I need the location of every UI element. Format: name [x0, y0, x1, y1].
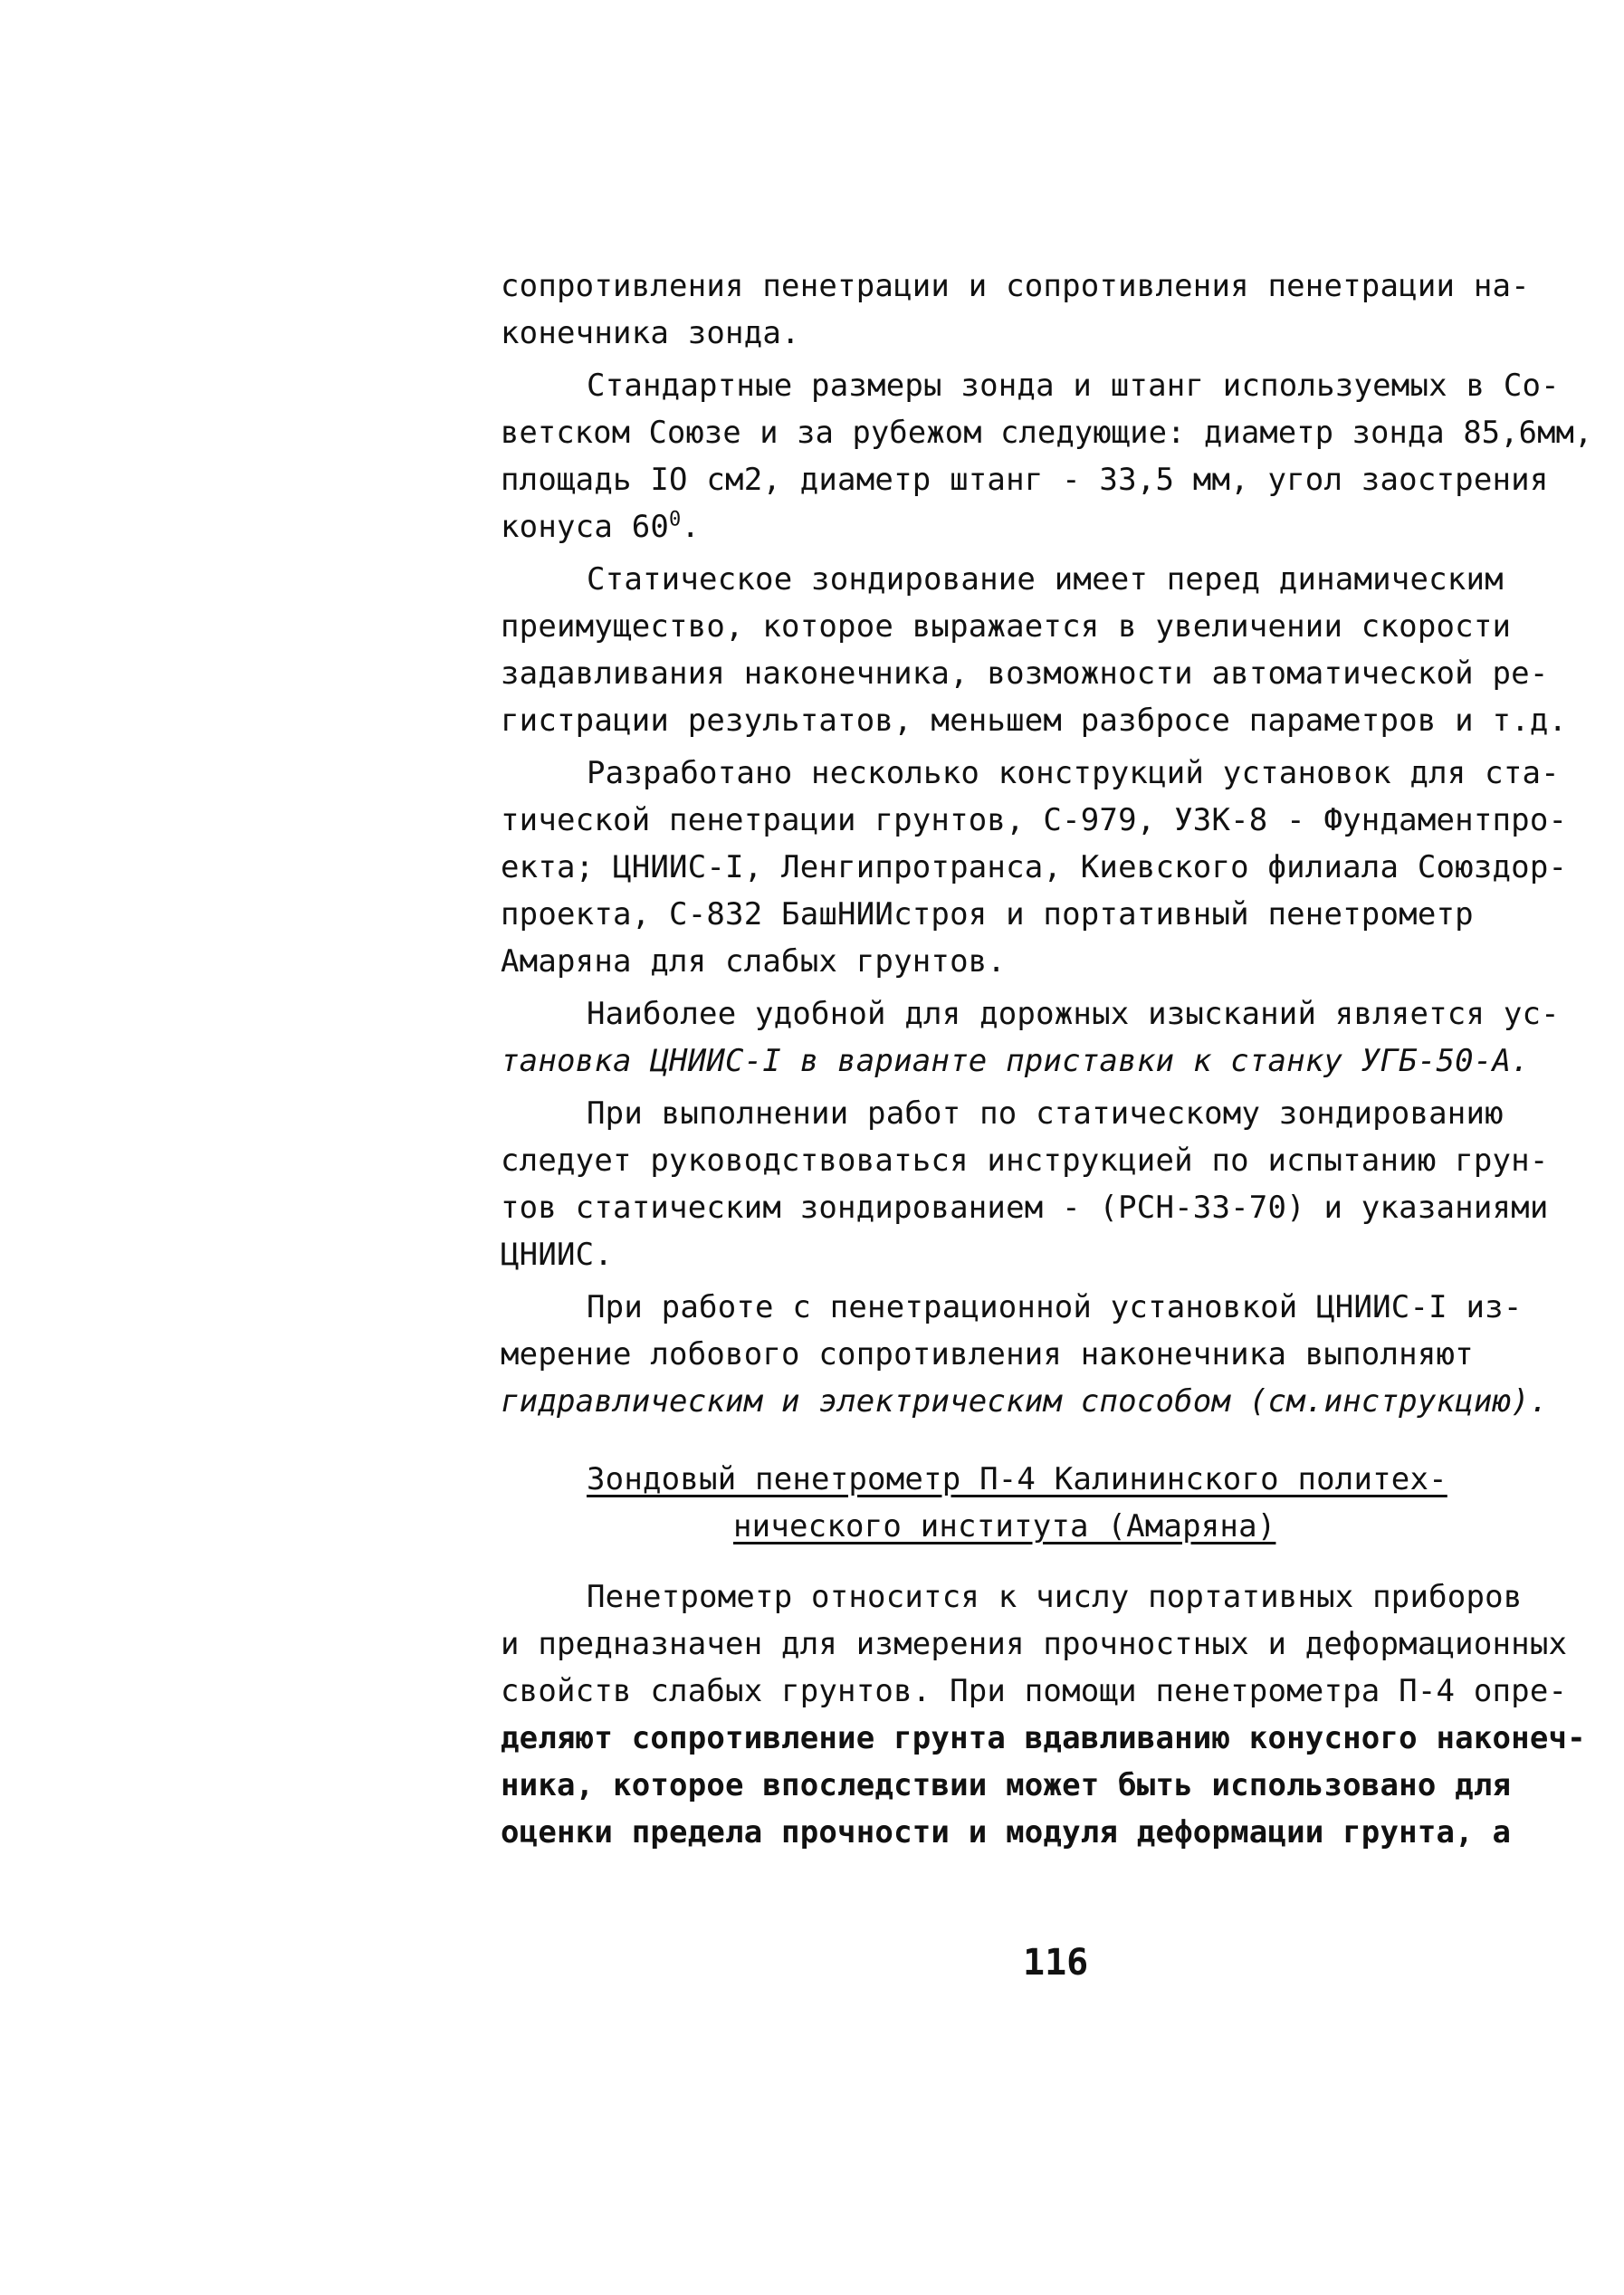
- paragraph-4-line-2: тической пенетрации грунтов, С-979, УЗК-8 - Фундаментпро-: [501, 802, 1568, 838]
- section-heading-line-1: Зондовый пенетрометр П-4 Калининского политех-: [587, 1461, 1447, 1497]
- paragraph-2-line-1: Стандартные размеры зонда и штанг используемых в Со-: [587, 368, 1560, 404]
- paragraph-8-line-6: оценки предела прочности и модуля деформации грунта, а: [501, 1814, 1512, 1850]
- paragraph-2-line-4-end: .: [681, 509, 701, 545]
- paragraph-2-line-4: [501, 509, 700, 545]
- paragraph-1-line-1: сопротивления пенетрации и сопротивления пенетрации на-: [501, 268, 1530, 304]
- paragraph-6-line-4: ЦНИИС.: [501, 1237, 614, 1273]
- paragraph-4-line-4: проекта, С-832 БашНИИстроя и портативный пенетрометр: [501, 896, 1474, 932]
- paragraph-3-line-2: преимущество, которое выражается в увеличении скорости: [501, 608, 1512, 645]
- paragraph-2-line-4-text: конуса 60: [501, 509, 670, 545]
- paragraph-7-line-3: гидравлическим и электрическим способом (см.инструкцию).: [501, 1383, 1549, 1420]
- paragraph-3-line-1: Статическое зондирование имеет перед динамическим: [587, 561, 1504, 598]
- paragraph-8-line-4: деляют сопротивление грунта вдавливанию конусного наконеч-: [501, 1720, 1586, 1756]
- paragraph-4-line-3: екта; ЦНИИС-I, Ленгипротранса, Киевского филиала Союздор-: [501, 849, 1568, 885]
- paragraph-3-line-3: задавливания наконечника, возможности автоматической ре-: [501, 655, 1549, 692]
- paragraph-6-line-3: тов статическим зондированием - (РСН-33-70) и указаниями: [501, 1190, 1549, 1226]
- paragraph-3-line-4: гистрации результатов, меньшем разбросе параметров и т.д.: [501, 703, 1568, 739]
- paragraph-8-line-3: свойств слабых грунтов. При помощи пенетрометра П-4 опре-: [501, 1673, 1568, 1709]
- paragraph-2-line-3: площадь IO см2, диаметр штанг - 33,5 мм, угол заострения: [501, 462, 1549, 498]
- paragraph-7-line-2: мерение лобового сопротивления наконечника выполняют: [501, 1336, 1474, 1372]
- paragraph-4-line-5: Амаряна для слабых грунтов.: [501, 943, 1007, 980]
- paragraph-8-line-5: ника, которое впоследствии может быть использовано для: [501, 1767, 1512, 1803]
- paragraph-2-line-2: ветском Союзе и за рубежом следующие: диаметр зонда 85,6мм,: [501, 415, 1593, 451]
- degree-superscript: 0: [669, 508, 682, 531]
- paragraph-6-line-1: При выполнении работ по статическому зондированию: [587, 1095, 1504, 1132]
- paragraph-4-line-1: Разработано несколько конструкций установок для ста-: [587, 755, 1560, 791]
- paragraph-6-line-2: следует руководствоваться инструкцией по испытанию грун-: [501, 1143, 1549, 1179]
- paragraph-8-line-1: Пенетрометр относится к числу портативных приборов: [587, 1579, 1523, 1615]
- paragraph-8-line-2: и предназначен для измерения прочностных и деформационных: [501, 1626, 1568, 1662]
- paragraph-1-line-2: конечника зонда.: [501, 315, 800, 351]
- paragraph-5-line-1: Наиболее удобной для дорожных изысканий является ус-: [587, 996, 1560, 1032]
- section-heading-line-2: нического института (Амаряна): [733, 1508, 1276, 1544]
- page-number: 116: [1023, 1942, 1089, 1984]
- paragraph-5-line-2: тановка ЦНИИС-I в варианте приставки к станку УГБ-50-А.: [501, 1043, 1530, 1079]
- paragraph-7-line-1: При работе с пенетрационной установкой ЦНИИС-I из-: [587, 1289, 1523, 1325]
